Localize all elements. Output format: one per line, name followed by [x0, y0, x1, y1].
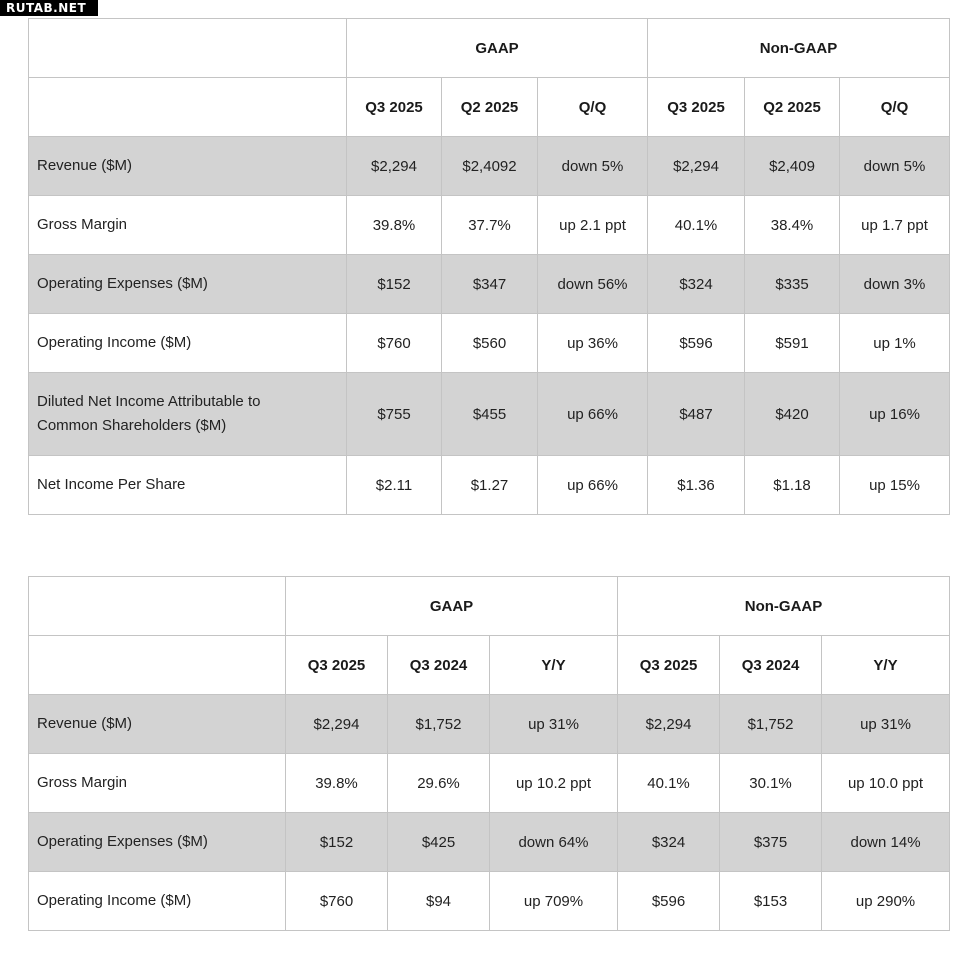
column-header: Q/Q: [840, 78, 950, 137]
cell: up 15%: [840, 456, 950, 515]
cell: $760: [286, 872, 388, 931]
row-label: Gross Margin: [29, 754, 286, 813]
cell: up 1.7 ppt: [840, 196, 950, 255]
column-header: Q2 2025: [745, 78, 840, 137]
cell: up 36%: [538, 314, 648, 373]
cell: $2,409: [745, 137, 840, 196]
cell: 30.1%: [720, 754, 822, 813]
table-row: [29, 373, 950, 456]
cell: $152: [347, 255, 442, 314]
cell: $596: [618, 872, 720, 931]
cell: $2,4092: [442, 137, 538, 196]
cell: up 66%: [538, 373, 648, 456]
column-header: Q3 2024: [388, 636, 490, 695]
corner-cell: [29, 19, 347, 78]
column-header: Q3 2025: [618, 636, 720, 695]
table-row: [29, 456, 950, 515]
group-header-non-gaap: Non-GAAP: [618, 577, 950, 636]
cell: $1,752: [388, 695, 490, 754]
cell: up 10.2 ppt: [490, 754, 618, 813]
cell: $755: [347, 373, 442, 456]
table-row: [29, 754, 950, 813]
cell: up 31%: [822, 695, 950, 754]
cell: $420: [745, 373, 840, 456]
corner-cell: [29, 577, 286, 636]
row-label-line: Diluted Net Income Attributable to: [37, 393, 261, 410]
cell: $94: [388, 872, 490, 931]
cell: 38.4%: [745, 196, 840, 255]
cell: up 10.0 ppt: [822, 754, 950, 813]
row-label: [29, 373, 347, 456]
row-label: Net Income Per Share: [29, 456, 347, 515]
row-label: Operating Expenses ($M): [29, 813, 286, 872]
cell: 37.7%: [442, 196, 538, 255]
cell: up 709%: [490, 872, 618, 931]
cell: $425: [388, 813, 490, 872]
cell: down 14%: [822, 813, 950, 872]
cell: up 66%: [538, 456, 648, 515]
table-row: [29, 137, 950, 196]
cell: up 290%: [822, 872, 950, 931]
cell: $2,294: [648, 137, 745, 196]
cell: $591: [745, 314, 840, 373]
row-label: Gross Margin: [29, 196, 347, 255]
cell: $335: [745, 255, 840, 314]
yoy-results-table: [28, 576, 950, 931]
cell: $1.18: [745, 456, 840, 515]
cell: $560: [442, 314, 538, 373]
cell: $2,294: [286, 695, 388, 754]
cell: 40.1%: [648, 196, 745, 255]
cell: up 16%: [840, 373, 950, 456]
group-header-row: [29, 19, 950, 78]
cell: down 64%: [490, 813, 618, 872]
group-header-gaap: GAAP: [286, 577, 618, 636]
column-header: Q3 2025: [347, 78, 442, 137]
cell: $324: [618, 813, 720, 872]
cell: $347: [442, 255, 538, 314]
column-header-row: [29, 78, 950, 137]
column-header: Y/Y: [490, 636, 618, 695]
group-header-row: [29, 577, 950, 636]
cell: $2.11: [347, 456, 442, 515]
cell: $2,294: [347, 137, 442, 196]
cell: $153: [720, 872, 822, 931]
cell: up 31%: [490, 695, 618, 754]
row-label-line: Common Shareholders ($M): [37, 417, 227, 434]
cell: $455: [442, 373, 538, 456]
cell: $375: [720, 813, 822, 872]
row-label: Operating Expenses ($M): [29, 255, 347, 314]
cell: 29.6%: [388, 754, 490, 813]
column-header: Q3 2025: [286, 636, 388, 695]
column-header-row: [29, 636, 950, 695]
cell: up 2.1 ppt: [538, 196, 648, 255]
table-row: [29, 872, 950, 931]
label-header-cell: [29, 636, 286, 695]
cell: $487: [648, 373, 745, 456]
row-label: Operating Income ($M): [29, 872, 286, 931]
label-header-cell: [29, 78, 347, 137]
cell: $324: [648, 255, 745, 314]
table-row: [29, 255, 950, 314]
cell: down 5%: [538, 137, 648, 196]
cell: 39.8%: [347, 196, 442, 255]
cell: $1.36: [648, 456, 745, 515]
qoq-results-table: [28, 18, 950, 515]
cell: 39.8%: [286, 754, 388, 813]
group-header-gaap: GAAP: [347, 19, 648, 78]
cell: $1.27: [442, 456, 538, 515]
column-header: Q2 2025: [442, 78, 538, 137]
cell: 40.1%: [618, 754, 720, 813]
row-label: Revenue ($M): [29, 137, 347, 196]
cell: $1,752: [720, 695, 822, 754]
group-header-non-gaap: Non-GAAP: [648, 19, 950, 78]
cell: down 56%: [538, 255, 648, 314]
row-label: Revenue ($M): [29, 695, 286, 754]
site-watermark: RUTAB.NET: [0, 0, 98, 16]
column-header: Y/Y: [822, 636, 950, 695]
column-header: Q3 2024: [720, 636, 822, 695]
table-row: [29, 813, 950, 872]
cell: down 5%: [840, 137, 950, 196]
cell: up 1%: [840, 314, 950, 373]
column-header: Q3 2025: [648, 78, 745, 137]
row-label: Operating Income ($M): [29, 314, 347, 373]
table-row: [29, 695, 950, 754]
cell: $2,294: [618, 695, 720, 754]
table-row: [29, 196, 950, 255]
table-row: [29, 314, 950, 373]
cell: down 3%: [840, 255, 950, 314]
column-header: Q/Q: [538, 78, 648, 137]
cell: $152: [286, 813, 388, 872]
cell: $760: [347, 314, 442, 373]
cell: $596: [648, 314, 745, 373]
